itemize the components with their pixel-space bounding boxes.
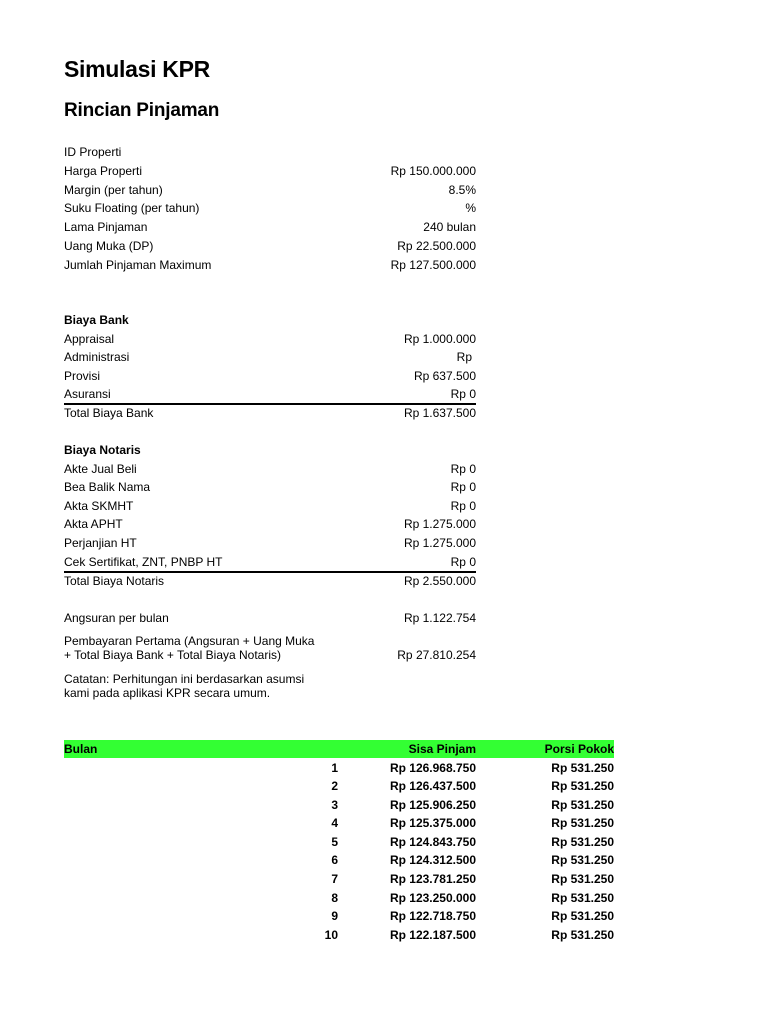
table-row [64,926,614,944]
schedule-header [64,740,614,758]
pembayaran-value: Rp 27.810.254 [397,648,476,662]
cell-bulan: 4 [331,816,338,830]
cell-bulan: 10 [324,928,338,942]
notaris-label: Akta APHT [64,517,123,531]
loan-row [64,256,476,274]
cell-bulan: 9 [331,909,338,923]
pembayaran-label-line1: Pembayaran Pertama (Angsuran + Uang Muka [64,634,315,648]
cell-pokok: Rp 531.250 [551,779,614,793]
pembayaran-label [64,634,314,662]
table-row [64,814,614,832]
bank-heading [64,311,476,329]
loan-label: Lama Pinjaman [64,220,148,234]
bank-value: Rp 637.500 [413,369,476,383]
table-row [64,833,614,851]
cell-pokok: Rp 531.250 [551,891,614,905]
cell-pokok: Rp 531.250 [551,853,614,867]
cell-sisa: Rp 125.906.250 [389,798,476,812]
notaris-total-row [64,572,476,590]
loan-value: Rp 127.500.000 [390,258,476,272]
cell-sisa: Rp 123.781.250 [389,872,476,886]
bank-label: Appraisal [64,332,115,346]
loan-label: ID Properti [64,145,122,159]
cell-bulan: 5 [331,835,338,849]
bank-value: Rp 1.000.000 [403,332,476,346]
loan-label: Suku Floating (per tahun) [64,201,200,215]
notaris-value: Rp 1.275.000 [403,517,476,531]
notaris-heading-text: Biaya Notaris [64,443,141,457]
loan-row [64,218,476,236]
loan-label: Margin (per tahun) [64,183,163,197]
bank-row [64,385,476,403]
cell-sisa: Rp 122.718.750 [389,909,476,923]
notaris-label: Perjanjian HT [64,536,137,550]
loan-value: Rp 22.500.000 [397,239,476,253]
cell-pokok: Rp 531.250 [551,816,614,830]
loan-value: Rp 150.000.000 [390,164,476,178]
header-bulan: Bulan [64,742,98,756]
pembayaran-label-line2: + Total Biaya Bank + Total Biaya Notaris) [64,648,282,662]
bank-total-label: Total Biaya Bank [64,406,154,420]
loan-value: 8.5% [448,183,476,197]
table-row [64,796,614,814]
cell-sisa: Rp 126.437.500 [389,779,476,793]
loan-row [64,143,476,161]
notaris-label: Akte Jual Beli [64,462,137,476]
notaris-value: Rp 0 [450,462,476,476]
cell-bulan: 8 [331,891,338,905]
loan-label: Jumlah Pinjaman Maximum [64,258,212,272]
cell-pokok: Rp 531.250 [551,835,614,849]
table-row [64,907,614,925]
bank-value: Rp [456,350,472,364]
catatan-line2: kami pada aplikasi KPR secara umum. [64,686,271,700]
angsuran-row [64,609,476,627]
bank-label: Administrasi [64,350,130,364]
cell-sisa: Rp 124.312.500 [389,853,476,867]
notaris-label: Akta SKMHT [64,499,134,513]
header-sisa-pinjam: Sisa Pinjam [408,742,476,756]
loan-value: 240 bulan [423,220,476,234]
angsuran-value: Rp 1.122.754 [403,611,476,625]
notaris-label: Cek Sertifikat, ZNT, PNBP HT [64,555,223,569]
cell-sisa: Rp 124.843.750 [389,835,476,849]
notaris-row [64,460,476,478]
cell-sisa: Rp 122.187.500 [389,928,476,942]
notaris-total-label: Total Biaya Notaris [64,574,165,588]
notaris-value: Rp 0 [450,480,476,494]
loan-row [64,237,476,255]
bank-total-row [64,404,476,422]
cell-sisa: Rp 125.375.000 [389,816,476,830]
loan-row [64,199,476,217]
notaris-total-value: Rp 2.550.000 [403,574,476,588]
cell-pokok: Rp 531.250 [551,872,614,886]
notaris-row [64,515,476,533]
cell-bulan: 7 [331,872,338,886]
notaris-label: Bea Balik Nama [64,480,151,494]
table-row [64,870,614,888]
loan-row [64,181,476,199]
notaris-value: Rp 0 [450,555,476,569]
notaris-row [64,478,476,496]
page-title: Simulasi KPR [64,56,210,82]
cell-pokok: Rp 531.250 [551,928,614,942]
bank-row [64,348,476,366]
bank-row [64,367,476,385]
cell-pokok: Rp 531.250 [551,761,614,775]
cell-sisa: Rp 123.250.000 [389,891,476,905]
header-porsi-pokok: Porsi Pokok [544,742,614,756]
catatan-note [64,672,304,700]
notaris-value: Rp 0 [450,499,476,513]
table-row [64,889,614,907]
cell-sisa: Rp 126.968.750 [389,761,476,775]
cell-bulan: 2 [331,779,338,793]
catatan-line1: Catatan: Perhitungan ini berdasarkan asumsi [64,672,305,686]
table-row [64,851,614,869]
cell-bulan: 3 [331,798,338,812]
cell-pokok: Rp 531.250 [551,798,614,812]
bank-heading-text: Biaya Bank [64,313,129,327]
bank-label: Provisi [64,369,101,383]
angsuran-label: Angsuran per bulan [64,611,169,625]
notaris-heading [64,441,476,459]
table-row [64,777,614,795]
loan-label: Harga Properti [64,164,143,178]
cell-pokok: Rp 531.250 [551,909,614,923]
notaris-row [64,553,476,571]
notaris-value: Rp 1.275.000 [403,536,476,550]
bank-value: Rp 0 [450,387,476,401]
bank-label: Asuransi [64,387,111,401]
cell-bulan: 1 [331,761,338,775]
notaris-row [64,497,476,515]
loan-label: Uang Muka (DP) [64,239,154,253]
table-row [64,759,614,777]
bank-row [64,330,476,348]
bank-total-value: Rp 1.637.500 [403,406,476,420]
loan-value: % [465,201,476,215]
cell-bulan: 6 [331,853,338,867]
notaris-row [64,534,476,552]
loan-row [64,162,476,180]
section-title: Rincian Pinjaman [64,100,220,121]
